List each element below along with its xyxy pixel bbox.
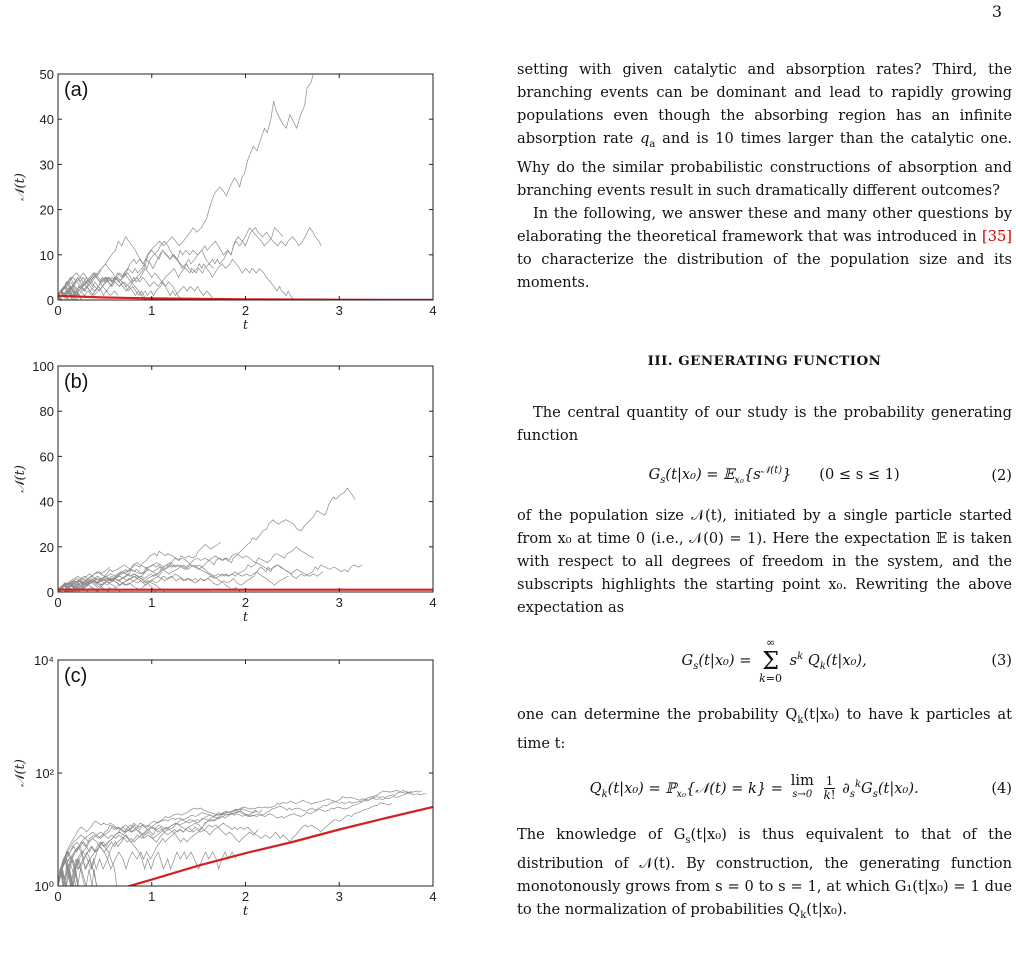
panel-label: (a) bbox=[64, 79, 89, 101]
y-tick-label: 50 bbox=[39, 67, 54, 82]
x-tick-label: 0 bbox=[54, 889, 62, 904]
paragraph-1: setting with given catalytic and absorption rates? Third, the branching events can be dominant and lead to rapidly growing populations even though the absorbing region has an infinite absorption rate $q_a$ and is 10 times larger than the catalytic one. Why do the similar probabilistic constructions of absorption and branching events result in such dramatically different outcomes? bbox=[517, 61, 1012, 199]
x-tick-label: 1 bbox=[148, 595, 156, 610]
figure-panel-c bbox=[0, 652, 440, 932]
equation-2: $G_s(t|x_0)$ = $𝔼_{x_0}\{s^{𝒩(t)}\}$ (0 ≤ s ≤ 1) (2) bbox=[648, 464, 1012, 486]
x-tick-label: 4 bbox=[429, 595, 437, 610]
trajectory-line bbox=[58, 791, 422, 887]
citation-link[interactable]: [35] bbox=[982, 227, 1012, 245]
text-column bbox=[517, 58, 1012, 927]
y-tick-label: 10⁴ bbox=[33, 653, 54, 668]
x-tick-label: 2 bbox=[241, 889, 250, 904]
equation-3: $G_s(t|x_0)$ = ∞ Σ k=0 $s^k$ $Q_k(t|x_0)$, (3) bbox=[681, 635, 1012, 685]
trajectory-line bbox=[58, 803, 392, 887]
y-tick-label: 0 bbox=[46, 293, 54, 308]
y-tick-label: 10 bbox=[39, 247, 54, 263]
axes-frame bbox=[58, 366, 433, 592]
x-axis-label: t bbox=[242, 610, 249, 625]
y-tick-label: 10⁰ bbox=[34, 879, 54, 894]
x-tick-label: 1 bbox=[148, 303, 156, 318]
x-tick-label: 2 bbox=[241, 595, 250, 610]
y-tick-label: 40 bbox=[39, 494, 54, 510]
trajectory-line bbox=[58, 488, 355, 590]
y-tick-label: 30 bbox=[39, 157, 54, 173]
y-axis-label: 𝒩(t) bbox=[13, 465, 28, 493]
x-tick-label: 4 bbox=[429, 889, 437, 904]
trajectory-line bbox=[58, 807, 243, 886]
x-tick-label: 0 bbox=[54, 303, 62, 318]
paragraph-4: of the population size 𝒩(t), initiated by a single particle started from x₀ at time 0 (i.e., 𝒩(0) = 1). Here the expectation 𝔼 is taken with respect to all degrees of freedom in the system, and the subscripts highlights the starting point x₀. Rewriting the above expectation as bbox=[517, 506, 1012, 616]
y-tick-label: 80 bbox=[39, 404, 54, 420]
x-axis-label: t bbox=[242, 904, 249, 919]
section-title: III. GENERATING FUNCTION bbox=[647, 352, 882, 369]
x-tick-label: 2 bbox=[241, 303, 250, 318]
paragraph-3: The central quantity of our study is the probability generating function bbox=[517, 403, 1012, 444]
axes-frame bbox=[58, 74, 433, 300]
trajectory-line bbox=[58, 835, 236, 886]
x-tick-label: 4 bbox=[429, 303, 437, 318]
y-axis-label: 𝒩(t) bbox=[13, 759, 28, 787]
y-tick-label: 100 bbox=[32, 359, 54, 374]
panel-label: (b) bbox=[64, 371, 89, 393]
x-axis-label: t bbox=[242, 318, 249, 333]
figure-panel-b bbox=[0, 358, 440, 638]
trajectory-line bbox=[58, 250, 214, 295]
paragraph-6: The knowledge of $G_s(t|x_0)$ is thus equivalent to that of the distribution of 𝒩(t). By construction, the generating function monotonously grows from s = 0 to s = 1, at which G₁(t|x₀) = 1 due to the normalization of probabilities $Q_k(t|x_0)$. bbox=[517, 826, 1012, 922]
figure-panel-a bbox=[0, 66, 440, 346]
y-tick-label: 10² bbox=[35, 766, 54, 781]
x-tick-label: 1 bbox=[148, 889, 156, 904]
y-axis-label: 𝒩(t) bbox=[13, 173, 28, 201]
trajectories bbox=[58, 488, 362, 592]
x-tick-label: 3 bbox=[335, 303, 343, 318]
y-tick-label: 20 bbox=[39, 202, 54, 218]
paragraph-2: In the following, we answer these and many other questions by elaborating the theoretical framework that was introduced in [35] to characterize the distribution of the population size and its moments. bbox=[517, 204, 1012, 291]
trajectories bbox=[58, 791, 427, 887]
page-number: 3 bbox=[991, 2, 1002, 21]
paragraph-5: one can determine the probability $Q_k(t|x_0)$ to have k particles at time t: bbox=[517, 705, 1012, 752]
x-tick-label: 3 bbox=[335, 595, 343, 610]
equation-4: $Q_k(t|x_0)$ = ℙ$_{x_0}${𝒩(t) = k} = lim s→0 $\frac{1}{k!}$ $\partial_s^kG_s(t|x_0)$. (4) bbox=[589, 772, 1012, 802]
trajectory-line bbox=[58, 66, 362, 295]
trajectories bbox=[58, 66, 362, 300]
x-tick-label: 3 bbox=[335, 889, 343, 904]
mean-curve bbox=[58, 807, 433, 901]
y-tick-label: 20 bbox=[39, 539, 54, 555]
panel-label: (c) bbox=[64, 665, 88, 687]
y-tick-label: 40 bbox=[39, 112, 54, 128]
y-tick-label: 0 bbox=[46, 585, 54, 600]
y-tick-label: 60 bbox=[39, 449, 54, 465]
x-tick-label: 0 bbox=[54, 595, 62, 610]
